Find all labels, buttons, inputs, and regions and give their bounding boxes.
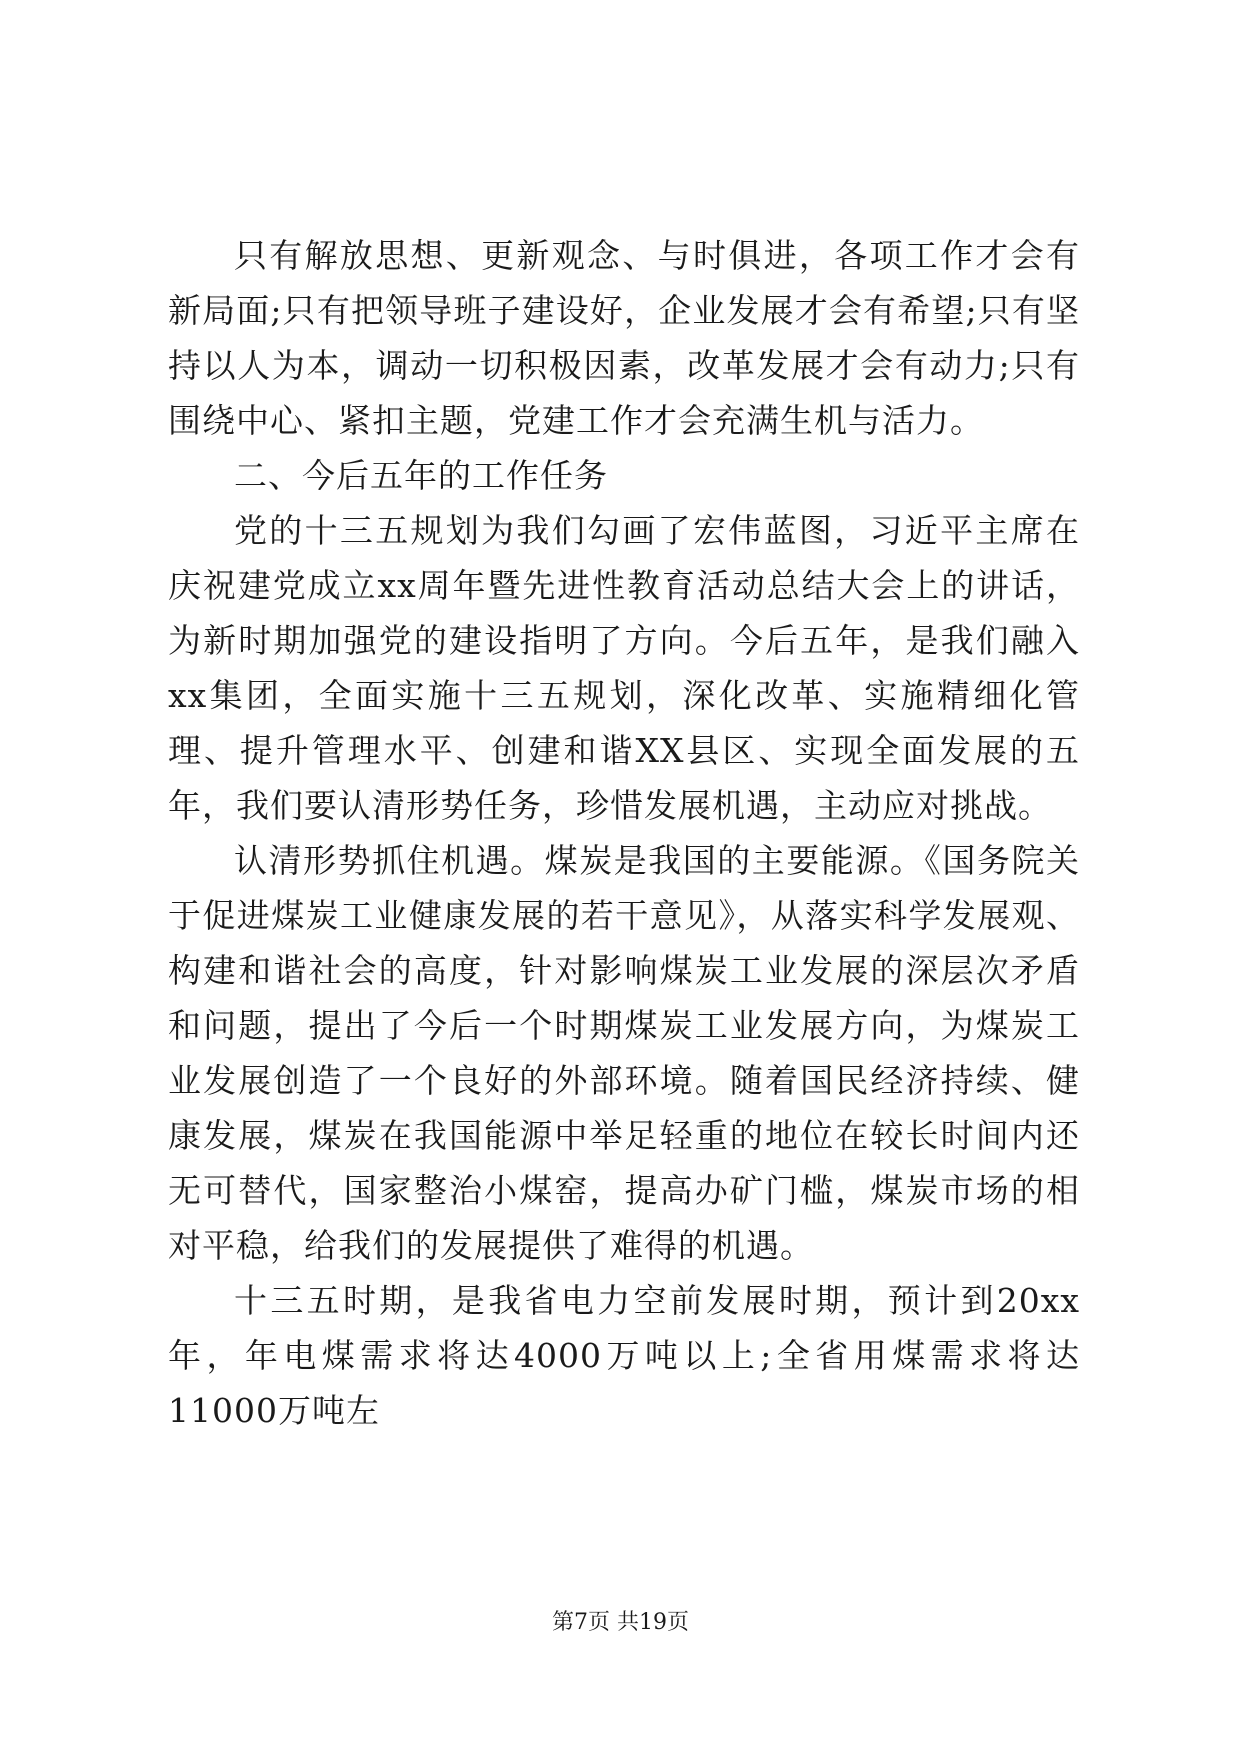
paragraph-1: 只有解放思想、更新观念、与时俱进，各项工作才会有新局面;只有把领导班子建设好，企业发展才会有希望;只有坚持以人为本，调动一切积极因素，改革发展才会有动力;只有围绕中心、紧扣主题，党建工作才会充满生机与活力。: [168, 236, 1080, 440]
section-heading: 二、今后五年的工作任务: [234, 456, 608, 495]
paragraph-4: 十三五时期，是我省电力空前发展时期，预计到20xx年，年电煤需求将达4000万吨以上;全省用煤需求将达11000万吨左: [168, 1281, 1080, 1430]
document-body: [168, 228, 1080, 1438]
page-number-footer: 第7页 共19页: [552, 1610, 689, 1635]
paragraph-2: 党的十三五规划为我们勾画了宏伟蓝图，习近平主席在庆祝建党成立xx周年暨先进性教育活动总结大会上的讲话，为新时期加强党的建设指明了方向。今后五年，是我们融入xx集团，全面实施十三五规划，深化改革、实施精细化管理、提升管理水平、创建和谐XX县区、实现全面发展的五年，我们要认清形势任务，珍惜发展机遇，主动应对挑战。: [168, 511, 1080, 825]
paragraph-3: 认清形势抓住机遇。煤炭是我国的主要能源。《国务院关于促进煤炭工业健康发展的若干意见》，从落实科学发展观、构建和谐社会的高度，针对影响煤炭工业发展的深层次矛盾和问题，提出了今后一个时期煤炭工业发展方向，为煤炭工业发展创造了一个良好的外部环境。随着国民经济持续、健康发展，煤炭在我国能源中举足轻重的地位在较长时间内还无可替代，国家整治小煤窑，提高办矿门槛，煤炭市场的相对平稳，给我们的发展提供了难得的机遇。: [168, 841, 1080, 1265]
